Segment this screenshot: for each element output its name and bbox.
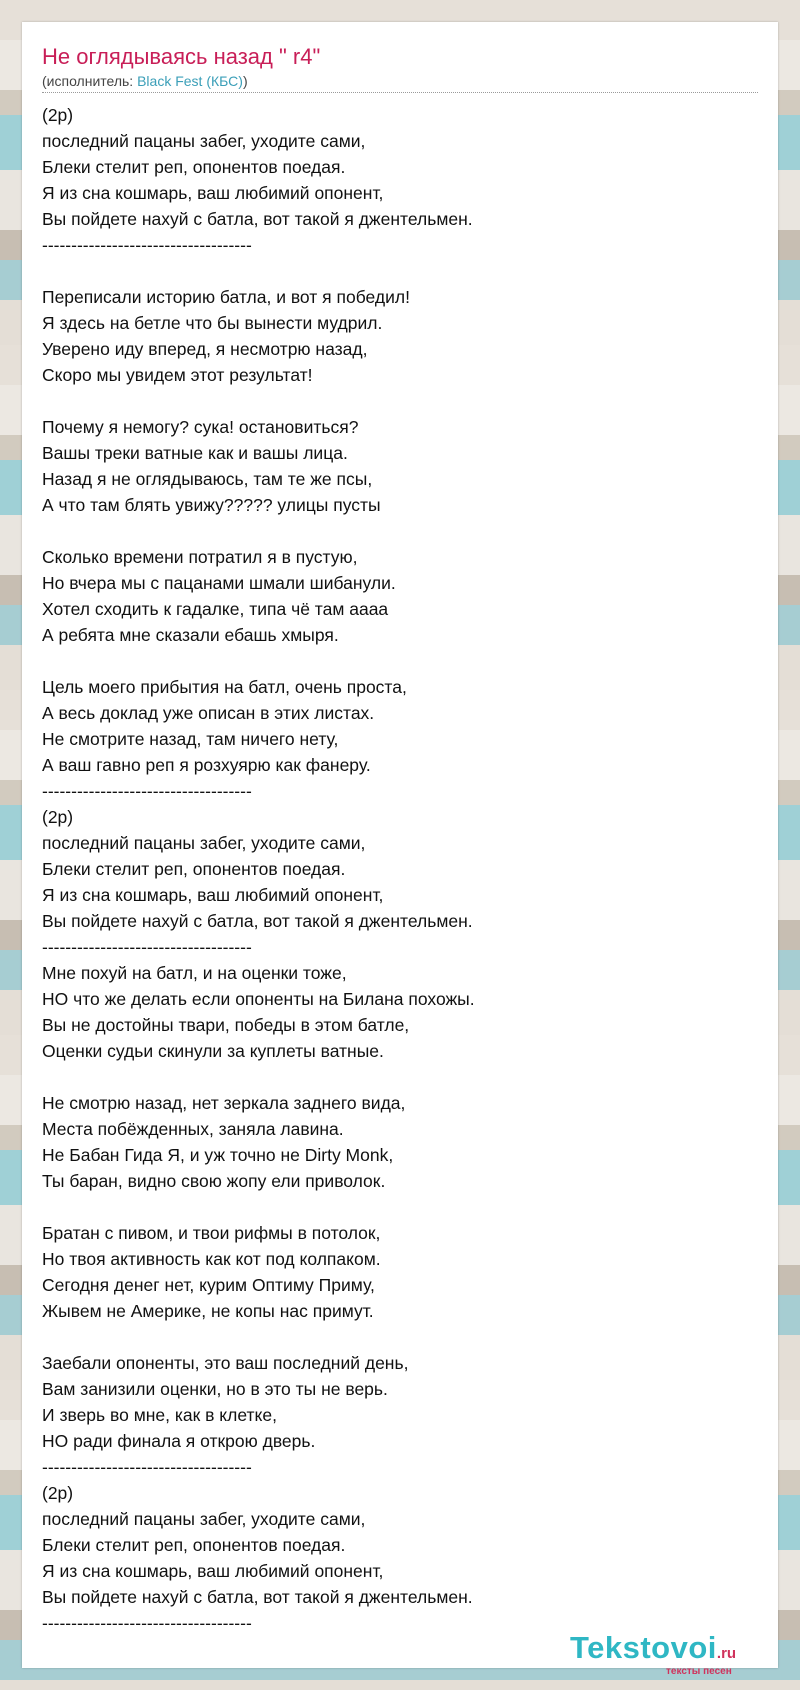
lyric-line: А ваш гавно реп я розхуярю как фанеру.: [42, 755, 371, 775]
logo-tagline: тексты песен: [666, 1666, 732, 1677]
lyric-line: А ребята мне сказали ебашь хмыря.: [42, 625, 339, 645]
lyric-line: ------------------------------------: [42, 235, 252, 255]
lyric-line: Вашы треки ватные как и вашы лица.: [42, 443, 348, 463]
lyric-line: Заебали опоненты, это ваш последний день,: [42, 1353, 409, 1373]
lyric-line: Оценки судьи скинули за куплеты ватные.: [42, 1041, 384, 1061]
lyric-line: ------------------------------------: [42, 1457, 252, 1477]
lyric-line: Скоро мы увидем этот результат!: [42, 365, 313, 385]
lyric-line: Места побёжденных, заняла лавина.: [42, 1119, 344, 1139]
artist-line: [42, 73, 248, 89]
lyric-line: Не смотрю назад, нет зеркала заднего вида,: [42, 1093, 406, 1113]
lyric-line: Ты баран, видно свою жопу ели приволок.: [42, 1171, 386, 1191]
lyric-line: Вы пойдете нахуй с батла, вот такой я джентельмен.: [42, 209, 473, 229]
logo-text: Tekstovoi: [570, 1630, 717, 1665]
lyric-line: Я из сна кошмарь, ваш любимий опонент,: [42, 1561, 384, 1581]
song-title: Не оглядываясь назад " r4": [42, 44, 321, 69]
lyric-line: Хотел сходить к гадалке, типа чё там аааа: [42, 599, 389, 619]
lyric-line: Сегодня денег нет, курим Оптиму Приму,: [42, 1275, 375, 1295]
title-divider: [42, 92, 758, 93]
lyric-line: Но вчера мы с пацанами шмали шибанули.: [42, 573, 396, 593]
lyric-line: Но твоя активность как кот под колпаком.: [42, 1249, 381, 1269]
lyric-line: [42, 648, 758, 674]
lyric-line: (2р): [42, 105, 74, 125]
lyric-line: Не Бабан Гида Я, и уж точно не Dirty Monk,: [42, 1145, 394, 1165]
lyric-line: Сколько времени потратил я в пустую,: [42, 547, 358, 567]
lyric-line: ------------------------------------: [42, 937, 252, 957]
lyric-line: А что там блять увижу????? улицы пусты: [42, 495, 381, 515]
lyric-line: последний пацаны забег, уходите сами,: [42, 131, 366, 151]
lyric-line: ------------------------------------: [42, 1613, 252, 1633]
lyric-line: [42, 258, 758, 284]
lyric-line: Вы пойдете нахуй с батла, вот такой я джентельмен.: [42, 911, 473, 931]
lyric-line: ------------------------------------: [42, 781, 252, 801]
lyric-line: [42, 1064, 758, 1090]
lyric-line: Блеки стелит реп, опонентов поедая.: [42, 157, 346, 177]
lyric-line: НО что же делать если опоненты на Билана похожы.: [42, 989, 475, 1009]
lyric-line: (2р): [42, 807, 74, 827]
lyric-line: [42, 518, 758, 544]
lyric-line: Я здесь на бетле что бы вынести мудрил.: [42, 313, 383, 333]
lyric-line: Вам занизили оценки, но в это ты не верь.: [42, 1379, 388, 1399]
logo-tld: .ru: [716, 1645, 737, 1662]
lyric-line: [42, 1194, 758, 1220]
lyric-line: Вы не достойны твари, победы в этом батле,: [42, 1015, 410, 1035]
lyric-line: Цель моего прибытия на батл, очень проста,: [42, 677, 407, 697]
lyric-line: Блеки стелит реп, опонентов поедая.: [42, 859, 346, 879]
lyric-line: [42, 388, 758, 414]
lyric-line: Мне похуй на батл, и на оценки тоже,: [42, 963, 347, 983]
lyric-line: Жывем не Америке, не копы нас примут.: [42, 1301, 374, 1321]
site-logo[interactable]: [570, 1630, 737, 1677]
lyric-line: Назад я не оглядываюсь, там те же псы,: [42, 469, 373, 489]
lyric-line: Вы пойдете нахуй с батла, вот такой я джентельмен.: [42, 1587, 473, 1607]
lyric-line: последний пацаны забег, уходите сами,: [42, 1509, 366, 1529]
lyric-line: Почему я немогу? сука! остановиться?: [42, 417, 359, 437]
lyrics-card: [22, 22, 778, 1677]
lyric-line: Блеки стелит реп, опонентов поедая.: [42, 1535, 346, 1555]
lyrics-text: [42, 102, 758, 1636]
lyric-line: Братан с пивом, и твои рифмы в потолок,: [42, 1223, 381, 1243]
lyric-line: (2р): [42, 1483, 74, 1503]
lyric-line: Не смотрите назад, там ничего нету,: [42, 729, 339, 749]
lyric-line: Я из сна кошмарь, ваш любимий опонент,: [42, 183, 384, 203]
lyric-line: А весь доклад уже описан в этих листах.: [42, 703, 375, 723]
artist-link[interactable]: Black Fest (КБС): [137, 73, 243, 89]
lyric-line: НО ради финала я открою дверь.: [42, 1431, 316, 1451]
lyric-line: последний пацаны забег, уходите сами,: [42, 833, 366, 853]
artist-prefix: (исполнитель:: [42, 73, 138, 89]
lyric-line: Я из сна кошмарь, ваш любимий опонент,: [42, 885, 384, 905]
lyric-line: Уверено иду вперед, я несмотрю назад,: [42, 339, 368, 359]
lyric-line: И зверь во мне, как в клетке,: [42, 1405, 277, 1425]
artist-suffix: ): [242, 73, 248, 89]
lyric-line: [42, 1324, 758, 1350]
lyric-line: Переписали историю батла, и вот я победил!: [42, 287, 410, 307]
